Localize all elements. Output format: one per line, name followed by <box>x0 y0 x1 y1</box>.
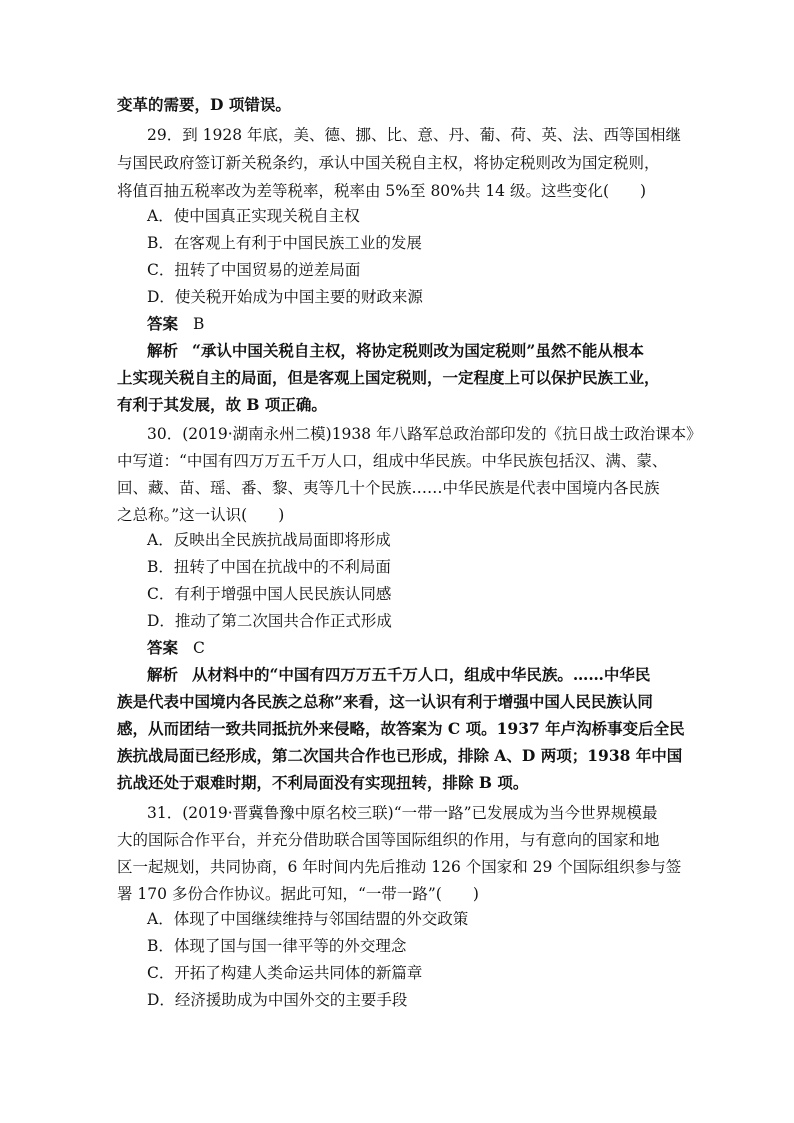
q30-stem-line-1: 30．(2019·湖南永州二模)1938 年八路军总政治部印发的《抗日战士政治课本》 <box>147 425 702 443</box>
q30-option-c: C．有利于增强中国人民民族认同感 <box>147 585 392 603</box>
answer-label: 答案 <box>147 638 179 657</box>
q30-analysis-line-1 <box>147 665 650 685</box>
q29-stem-line-2: 与国民政府签订新关税条约，承认中国关税自主权，将协定税则改为国定税则， <box>117 154 660 172</box>
q29-analysis-line-2: 上实现关税自主的局面，但是客观上国定税则，一定程度上可以保护民族工业， <box>117 368 660 387</box>
q29-option-b: B．在客观上有利于中国民族工业的发展 <box>147 234 422 252</box>
q30-analysis-line-4: 族抗战局面已经形成，第二次国共合作也已形成，排除 A、D 两项；1938 年中国 <box>117 746 683 765</box>
q31-option-c: C．开拓了构建人类命运共同体的新篇章 <box>147 964 423 982</box>
q30-analysis-line-3: 感，从而团结一致共同抵抗外来侵略，故答案为 C 项。1937 年卢沟桥事变后全民 <box>117 719 685 738</box>
q31-option-d: D．经济援助成为中国外交的主要手段 <box>147 991 408 1009</box>
q29-analysis-line-1 <box>147 341 644 361</box>
q31-stem-line-3: 区一起规划，共同协商，6 年时间内先后推动 126 个国家和 29 个国际组织参与签 <box>117 858 682 876</box>
q31-option-b: B．体现了国与国一律平等的外交理念 <box>147 937 407 955</box>
q30-option-a: A．反映出全民族抗战局面即将形成 <box>147 531 391 549</box>
q31-stem-line-2: 大的国际合作平台，并充分借助联合国等国际组织的作用，与有意向的国家和地 <box>117 831 660 849</box>
analysis-label: 解析 <box>147 665 179 684</box>
q30-analysis-text-1: 从材料中的“中国有四万万五千万人口，组成中华民族。……中华民 <box>192 665 651 684</box>
q29-stem-line-1: 29．到 1928 年底，美、德、挪、比、意、丹、葡、荷、英、法、西等国相继 <box>147 126 682 144</box>
intro-line: 变革的需要，D 项错误。 <box>117 95 291 114</box>
answer-value: B <box>192 315 205 333</box>
q30-option-b: B．扭转了中国在抗战中的不利局面 <box>147 558 391 576</box>
q30-analysis-line-2: 族是代表中国境内各民族之总称”来看，这一认识有利于增强中国人民民族认同 <box>117 692 653 711</box>
q30-analysis-line-5: 抗战还处于艰难时期，不利局面没有实现扭转，排除 B 项。 <box>117 773 529 792</box>
q30-stem-line-4: 之总称。”这一认识( ) <box>117 506 285 524</box>
q29-stem-line-3: 将值百抽五税率改为差等税率，税率由 5%至 80%共 14 级。这些变化( ) <box>117 182 647 200</box>
q30-answer <box>147 638 205 658</box>
answer-value: C <box>192 639 205 657</box>
q29-option-a: A．使中国真正实现关税自主权 <box>147 207 360 225</box>
q29-option-d: D．使关税开始成为中国主要的财政来源 <box>147 288 423 306</box>
q29-answer <box>147 314 204 334</box>
q31-stem-line-1: 31．(2019·晋冀鲁豫中原名校三联)“一带一路”已发展成为当今世界规模最 <box>147 804 658 822</box>
q29-analysis-text-1: “承认中国关税自主权，将协定税则改为国定税则”虽然不能从根本 <box>192 341 644 360</box>
q29-option-c: C．扭转了中国贸易的逆差局面 <box>147 261 361 279</box>
q30-option-d: D．推动了第二次国共合作正式形成 <box>147 612 392 630</box>
q31-option-a: A．体现了中国继续维持与邻国结盟的外交政策 <box>147 910 469 928</box>
q31-stem-line-4: 署 170 多份合作协议。据此可知，“一带一路”( ) <box>117 885 479 903</box>
answer-label: 答案 <box>147 314 179 333</box>
analysis-label: 解析 <box>147 341 179 360</box>
q30-stem-line-2: 中写道：“中国有四万万五千万人口，组成中华民族。中华民族包括汉、满、蒙、 <box>117 452 668 470</box>
q30-stem-line-3: 回、藏、苗、瑶、番、黎、夷等几十个民族……中华民族是代表中国境内各民族 <box>117 479 660 497</box>
q29-analysis-line-3: 有利于其发展，故 B 项正确。 <box>117 395 327 414</box>
